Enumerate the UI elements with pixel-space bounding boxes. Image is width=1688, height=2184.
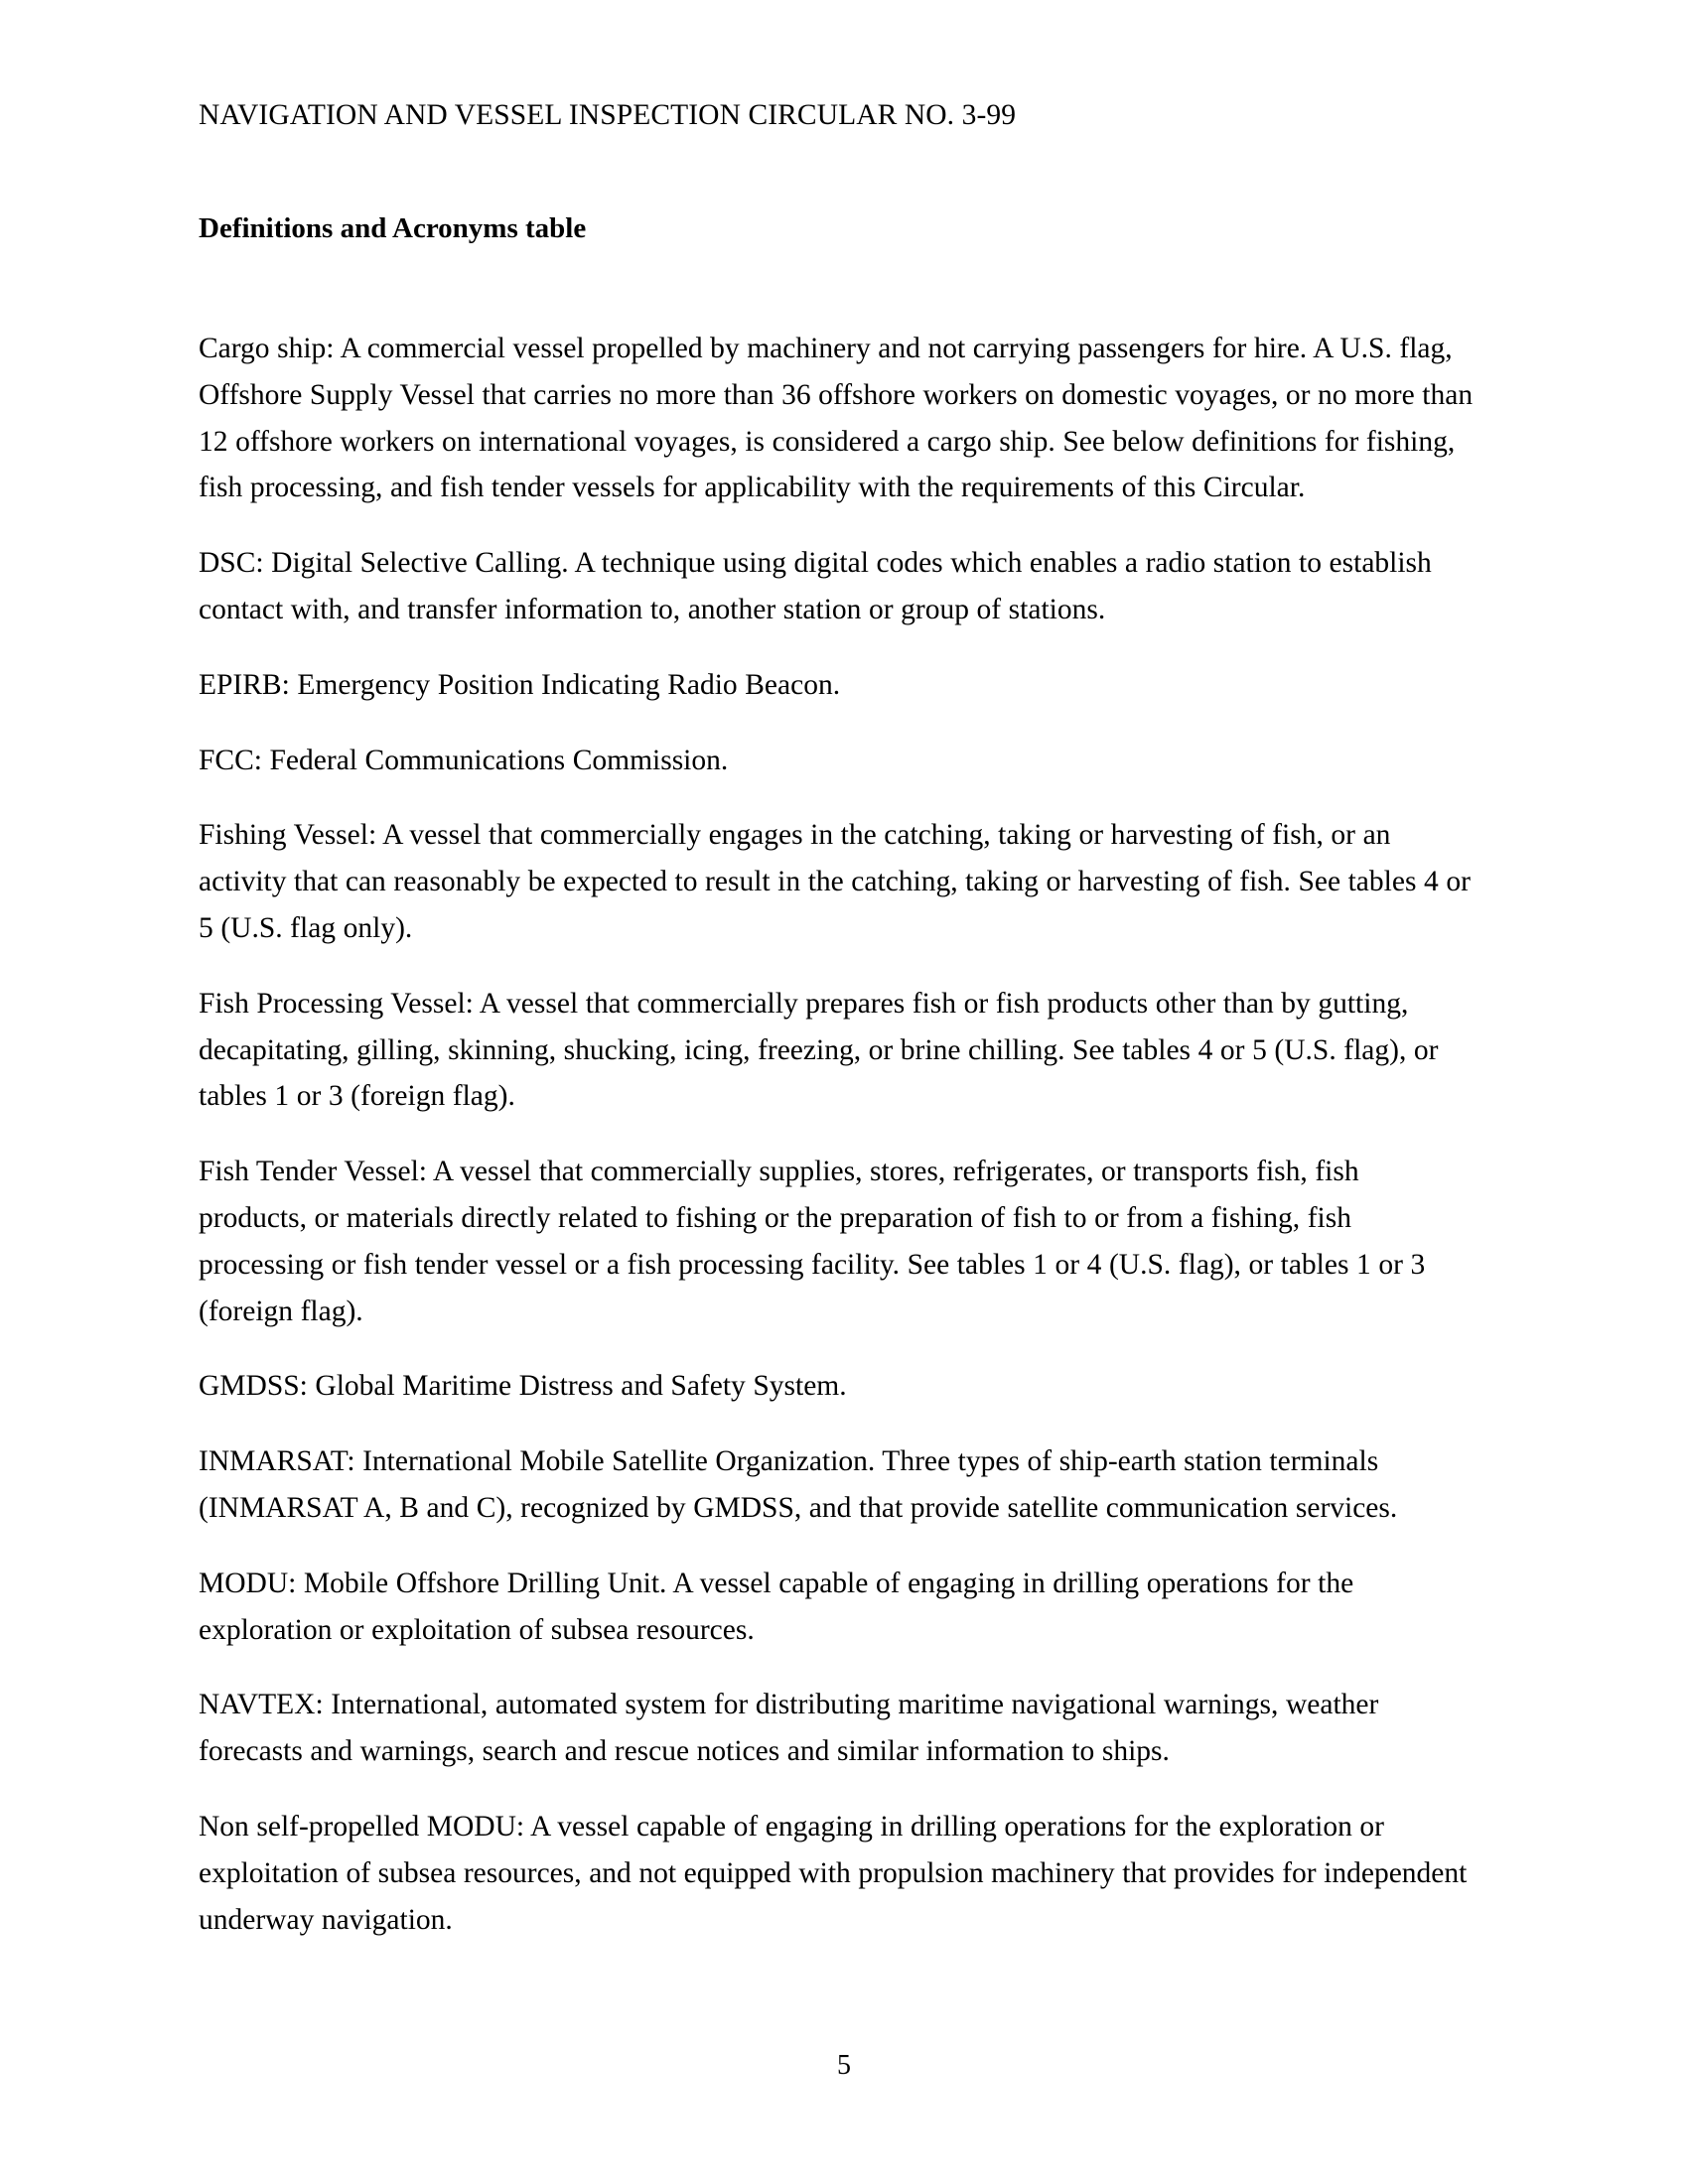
definitions-list xyxy=(199,326,1475,1943)
definition-paragraph: Fishing Vessel: A vessel that commercially engages in the catching, taking or harvesting of fish, or an activity that can reasonably be expected to result in the catching, taking or harvesting of fish. See tables 4 or 5 (U.S. flag only). xyxy=(199,819,1471,944)
page-number: 5 xyxy=(837,2050,851,2081)
definition-paragraph: Non self-propelled MODU: A vessel capable of engaging in drilling operations for the exploration or exploitation of subsea resources, and not equipped with propulsion machinery that provides for independent underway navigation. xyxy=(199,1810,1468,1936)
definition-paragraph: NAVTEX: International, automated system for distributing maritime navigational warnings, weather forecasts and warnings, search and rescue notices and similar information to ships. xyxy=(199,1689,1379,1768)
definition-paragraph: FCC: Federal Communications Commission. xyxy=(199,744,729,776)
definition-paragraph: Cargo ship: A commercial vessel propelled by machinery and not carrying passengers for hire. A U.S. flag, Offshore Supply Vessel that carries no more than 36 offshore workers on domestic voyages, or no more than 12 offshore workers on international voyages, is considered a cargo ship. See below definitions for fishing, fish processing, and fish tender vessels for applicability with the requirements of this Circular. xyxy=(199,333,1474,504)
definition-paragraph: EPIRB: Emergency Position Indicating Radio Beacon. xyxy=(199,668,841,701)
definition-paragraph: DSC: Digital Selective Calling. A technique using digital codes which enables a radio station to establish contact with, and transfer information to, another station or group of stations. xyxy=(199,547,1432,625)
section-heading: Definitions and Acronyms table xyxy=(199,212,587,244)
running-header: NAVIGATION AND VESSEL INSPECTION CIRCULAR NO. 3-99 xyxy=(199,99,1017,131)
definition-paragraph: GMDSS: Global Maritime Distress and Safety System. xyxy=(199,1370,847,1403)
definition-paragraph: INMARSAT: International Mobile Satellite Organization. Three types of ship-earth station terminals (INMARSAT A, B and C), recognized by GMDSS, and that provide satellite communication services. xyxy=(199,1445,1398,1524)
definition-paragraph: Fish Processing Vessel: A vessel that commercially prepares fish or fish products other than by gutting, decapitating, gilling, skinning, shucking, icing, freezing, or brine chilling. See tables 4 or 5 (U.S. flag), or tables 1 or 3 (foreign flag). xyxy=(199,987,1439,1113)
definition-paragraph: MODU: Mobile Offshore Drilling Unit. A vessel capable of engaging in drilling operations for the exploration or exploitation of subsea resources. xyxy=(199,1567,1354,1646)
definition-paragraph: Fish Tender Vessel: A vessel that commercially supplies, stores, refrigerates, or transports fish, fish products, or materials directly related to fishing or the preparation of fish to or from a fishing, fish processing or fish tender vessel or a fish processing facility. See tables 1 or 4 (U.S. flag), or tables 1 or 3 (foreign flag). xyxy=(199,1156,1426,1327)
